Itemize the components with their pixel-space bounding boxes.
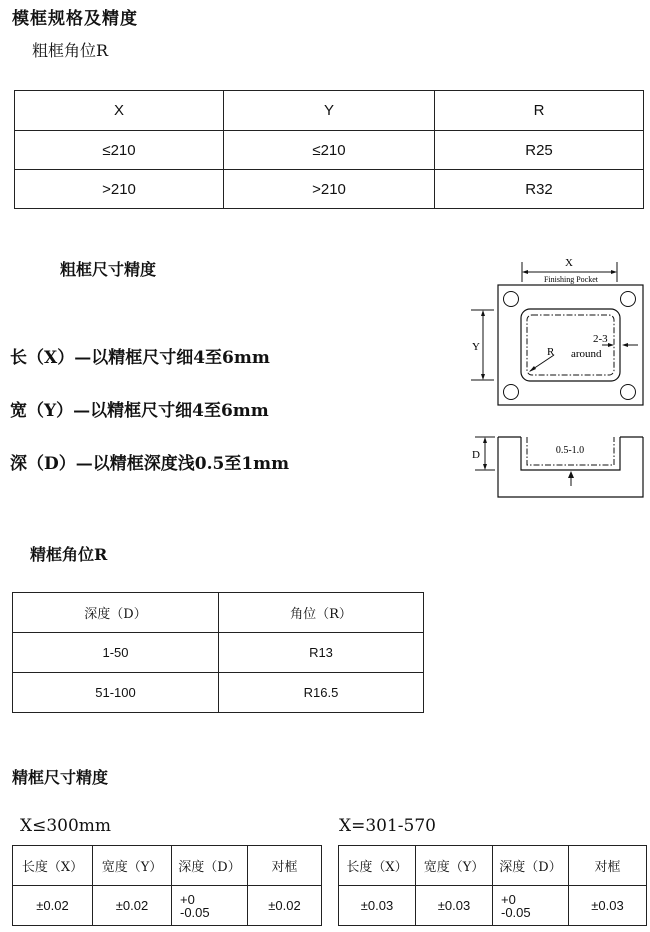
x-label: X [565, 257, 573, 269]
header-fit: 对框 [248, 846, 322, 886]
header-depth: 深度（D） [493, 846, 569, 886]
fine-dim-table-b [338, 845, 647, 926]
r-label: R [547, 346, 555, 358]
y-label: Y [472, 341, 480, 353]
table-cell: ±0.02 [93, 886, 172, 926]
table-cell: ±0.03 [339, 886, 416, 926]
table-cell: R13 [219, 633, 424, 673]
table-cell: R25 [435, 131, 644, 170]
fine-dim-heading: 精框尺寸精度 [12, 768, 109, 787]
corner-hole [504, 292, 519, 307]
table-cell: ≤210 [224, 131, 435, 170]
table-cell: >210 [224, 170, 435, 209]
frame-diagram [465, 250, 650, 510]
table-b-caption: X=301-570 [339, 816, 436, 836]
page-title: 模框规格及精度 [12, 9, 138, 29]
header-depth: 深度（D） [172, 846, 248, 886]
header-x: X [15, 91, 224, 131]
header-r: R [435, 91, 644, 131]
rough-dim-length: 长（X）—以精框尺寸细4至6mm [10, 348, 270, 368]
table-a-caption: X≤300mm [20, 816, 112, 836]
header-length: 长度（X） [339, 846, 416, 886]
table-cell: 1-50 [13, 633, 219, 673]
fine-dim-table-a [12, 845, 322, 926]
header-length: 长度（X） [13, 846, 93, 886]
depth-upper-tol: +0 [501, 891, 516, 907]
table-cell: ±0.03 [416, 886, 493, 926]
d-label: D [472, 449, 480, 461]
corner-hole [621, 292, 636, 307]
header-width: 宽度（Y） [93, 846, 172, 886]
table-cell [493, 886, 569, 926]
header-y: Y [224, 91, 435, 131]
header-depth: 深度（D） [13, 593, 219, 633]
header-fit: 对框 [569, 846, 647, 886]
rough-dim-depth: 深（D）—以精框深度浅0.5至1mm [10, 454, 290, 474]
gap-word: around [571, 348, 602, 360]
table-cell: >210 [15, 170, 224, 209]
rough-corner-heading: 粗框角位R [32, 41, 109, 60]
table-cell: R32 [435, 170, 644, 209]
fine-corner-heading: 精框角位R [30, 545, 108, 564]
depth-upper-tol: +0 [180, 891, 195, 907]
table-cell: R16.5 [219, 673, 424, 713]
corner-hole [504, 385, 519, 400]
table-cell: 51-100 [13, 673, 219, 713]
header-corner: 角位（R） [219, 593, 424, 633]
depth-lower-tol: -0.05 [501, 904, 531, 920]
gap-value: 2-3 [593, 333, 608, 345]
rough-dim-width: 宽（Y）—以精框尺寸细4至6mm [10, 401, 269, 421]
depth-range: 0.5-1.0 [555, 445, 585, 456]
table-cell: ±0.02 [248, 886, 322, 926]
finishing-pocket [527, 315, 614, 375]
pocket-label: Finishing Pocket [543, 275, 599, 284]
table-cell: ±0.02 [13, 886, 93, 926]
header-width: 宽度（Y） [416, 846, 493, 886]
depth-lower-tol: -0.05 [180, 904, 210, 920]
corner-hole [621, 385, 636, 400]
table-cell: ≤210 [15, 131, 224, 170]
table-cell [172, 886, 248, 926]
rough-corner-table [14, 90, 644, 209]
table-cell: ±0.03 [569, 886, 647, 926]
fine-corner-table [12, 592, 424, 713]
rough-dim-heading: 粗框尺寸精度 [60, 260, 157, 279]
